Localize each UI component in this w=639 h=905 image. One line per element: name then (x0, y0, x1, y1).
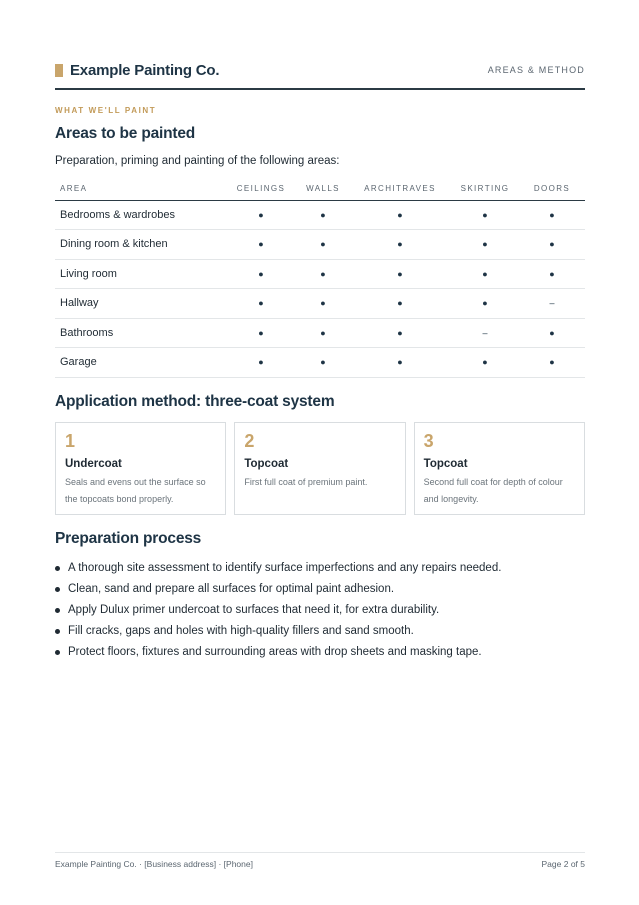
coat-description: Second full coat for depth of colour and longevity. (423, 477, 563, 504)
not-included-dash: – (451, 318, 519, 348)
area-name: Living room (55, 259, 225, 289)
included-dot-icon: ● (519, 259, 585, 289)
method-title: Application method: three-coat system (55, 393, 335, 410)
column-header: DOORS (519, 178, 585, 200)
coat-name: Undercoat (65, 458, 122, 470)
company-name: Example Painting Co. (70, 62, 220, 79)
included-dot-icon: ● (225, 289, 297, 319)
list-item: Fill cracks, gaps and holes with high-quality fillers and sand smooth. (55, 621, 585, 642)
included-dot-icon: ● (225, 259, 297, 289)
brand (55, 62, 219, 79)
included-dot-icon: ● (349, 230, 451, 260)
area-name: Bathrooms (55, 318, 225, 348)
included-dot-icon: ● (349, 200, 451, 230)
column-header: WALLS (297, 178, 349, 200)
areas-title: Areas to be painted (55, 125, 196, 142)
table-row (55, 318, 585, 348)
included-dot-icon: ● (349, 289, 451, 319)
column-header: ARCHITRAVES (349, 178, 451, 200)
coat-description: First full coat of premium paint. (244, 477, 368, 487)
document-page (55, 0, 585, 905)
coat-name: Topcoat (423, 458, 468, 470)
column-header: CEILINGS (225, 178, 297, 200)
coat-card (234, 422, 405, 515)
table-row (55, 259, 585, 289)
list-item: Apply Dulux primer undercoat to surfaces that need it, for extra durability. (55, 600, 585, 621)
not-included-dash: – (519, 289, 585, 319)
included-dot-icon: ● (519, 348, 585, 378)
table-row (55, 289, 585, 319)
included-dot-icon: ● (225, 318, 297, 348)
coat-number: 2 (244, 431, 255, 451)
area-name: Hallway (55, 289, 225, 319)
coat-cards (55, 422, 585, 515)
areas-table (55, 178, 585, 378)
included-dot-icon: ● (225, 230, 297, 260)
included-dot-icon: ● (297, 259, 349, 289)
areas-intro: Preparation, priming and painting of the following areas: (55, 155, 340, 167)
footer-business-info: Example Painting Co. · [Business address] · [Phone] (55, 859, 253, 869)
included-dot-icon: ● (451, 289, 519, 319)
included-dot-icon: ● (225, 200, 297, 230)
included-dot-icon: ● (297, 200, 349, 230)
included-dot-icon: ● (297, 348, 349, 378)
coat-number: 3 (423, 431, 434, 451)
table-row (55, 230, 585, 260)
page-footer (55, 852, 585, 869)
coat-name: Topcoat (244, 458, 289, 470)
included-dot-icon: ● (451, 348, 519, 378)
included-dot-icon: ● (519, 318, 585, 348)
area-name: Garage (55, 348, 225, 378)
list-item: A thorough site assessment to identify surface imperfections and any repairs needed. (55, 558, 585, 579)
table-row (55, 348, 585, 378)
included-dot-icon: ● (225, 348, 297, 378)
coat-card (414, 422, 585, 515)
coat-number: 1 (65, 431, 76, 451)
section-label: AREAS & METHOD (487, 65, 585, 75)
included-dot-icon: ● (297, 230, 349, 260)
included-dot-icon: ● (519, 200, 585, 230)
column-header: SKIRTING (451, 178, 519, 200)
included-dot-icon: ● (451, 259, 519, 289)
list-item: Clean, sand and prepare all surfaces for optimal paint adhesion. (55, 579, 585, 600)
column-header: AREA (55, 178, 225, 200)
list-item: Protect floors, fixtures and surrounding areas with drop sheets and masking tape. (55, 642, 585, 663)
preparation-title: Preparation process (55, 530, 202, 547)
included-dot-icon: ● (349, 259, 451, 289)
section-kicker: WHAT WE'LL PAINT (55, 106, 157, 115)
coat-card (55, 422, 226, 515)
page-header (55, 58, 585, 90)
table-row (55, 200, 585, 230)
page-number: Page 2 of 5 (541, 859, 585, 869)
included-dot-icon: ● (297, 318, 349, 348)
included-dot-icon: ● (451, 200, 519, 230)
included-dot-icon: ● (451, 230, 519, 260)
included-dot-icon: ● (349, 318, 451, 348)
preparation-list (55, 558, 585, 663)
included-dot-icon: ● (349, 348, 451, 378)
brand-mark-icon (55, 64, 63, 77)
included-dot-icon: ● (297, 289, 349, 319)
included-dot-icon: ● (519, 230, 585, 260)
area-name: Dining room & kitchen (55, 230, 225, 260)
coat-description: Seals and evens out the surface so the topcoats bond properly. (65, 477, 206, 504)
area-name: Bedrooms & wardrobes (55, 200, 225, 230)
table-header-row (55, 178, 585, 200)
